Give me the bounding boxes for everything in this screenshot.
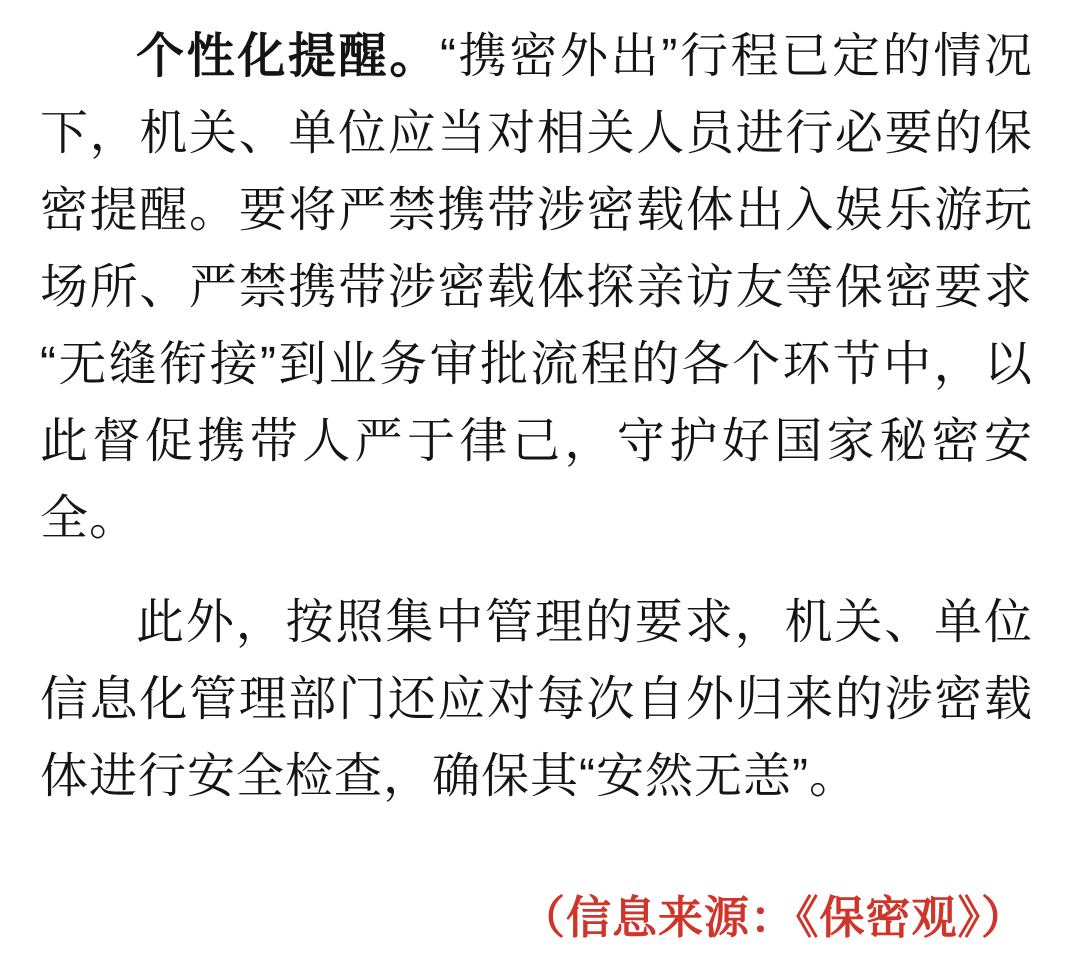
source-attribution: （信息来源：《保密观》）: [519, 892, 1027, 943]
paragraph-1-text: “携密外出”行程已定的情况下，机关、单位应当对相关人员进行必要的保密提醒。要将严禁携带涉密载体出入娱乐游玩场所、严禁携带涉密载体探亲访友等保密要求“无缝衔接”到业务审批流程的各个环节中，以此督促携带人严于律己，守护好国家秘密安全。: [40, 30, 1033, 545]
article-body: [40, 18, 1033, 815]
paragraph-lead-bold: 个性化提醒。: [136, 30, 441, 83]
paragraph-2-text: 此外，按照集中管理的要求，机关、单位信息化管理部门还应对每次自外归来的涉密载体进行安全检查，确保其“安然无恙”。: [40, 596, 1033, 803]
paragraph-personalized-reminder: [40, 18, 1033, 557]
paragraph-centralized-management: [40, 584, 1033, 815]
